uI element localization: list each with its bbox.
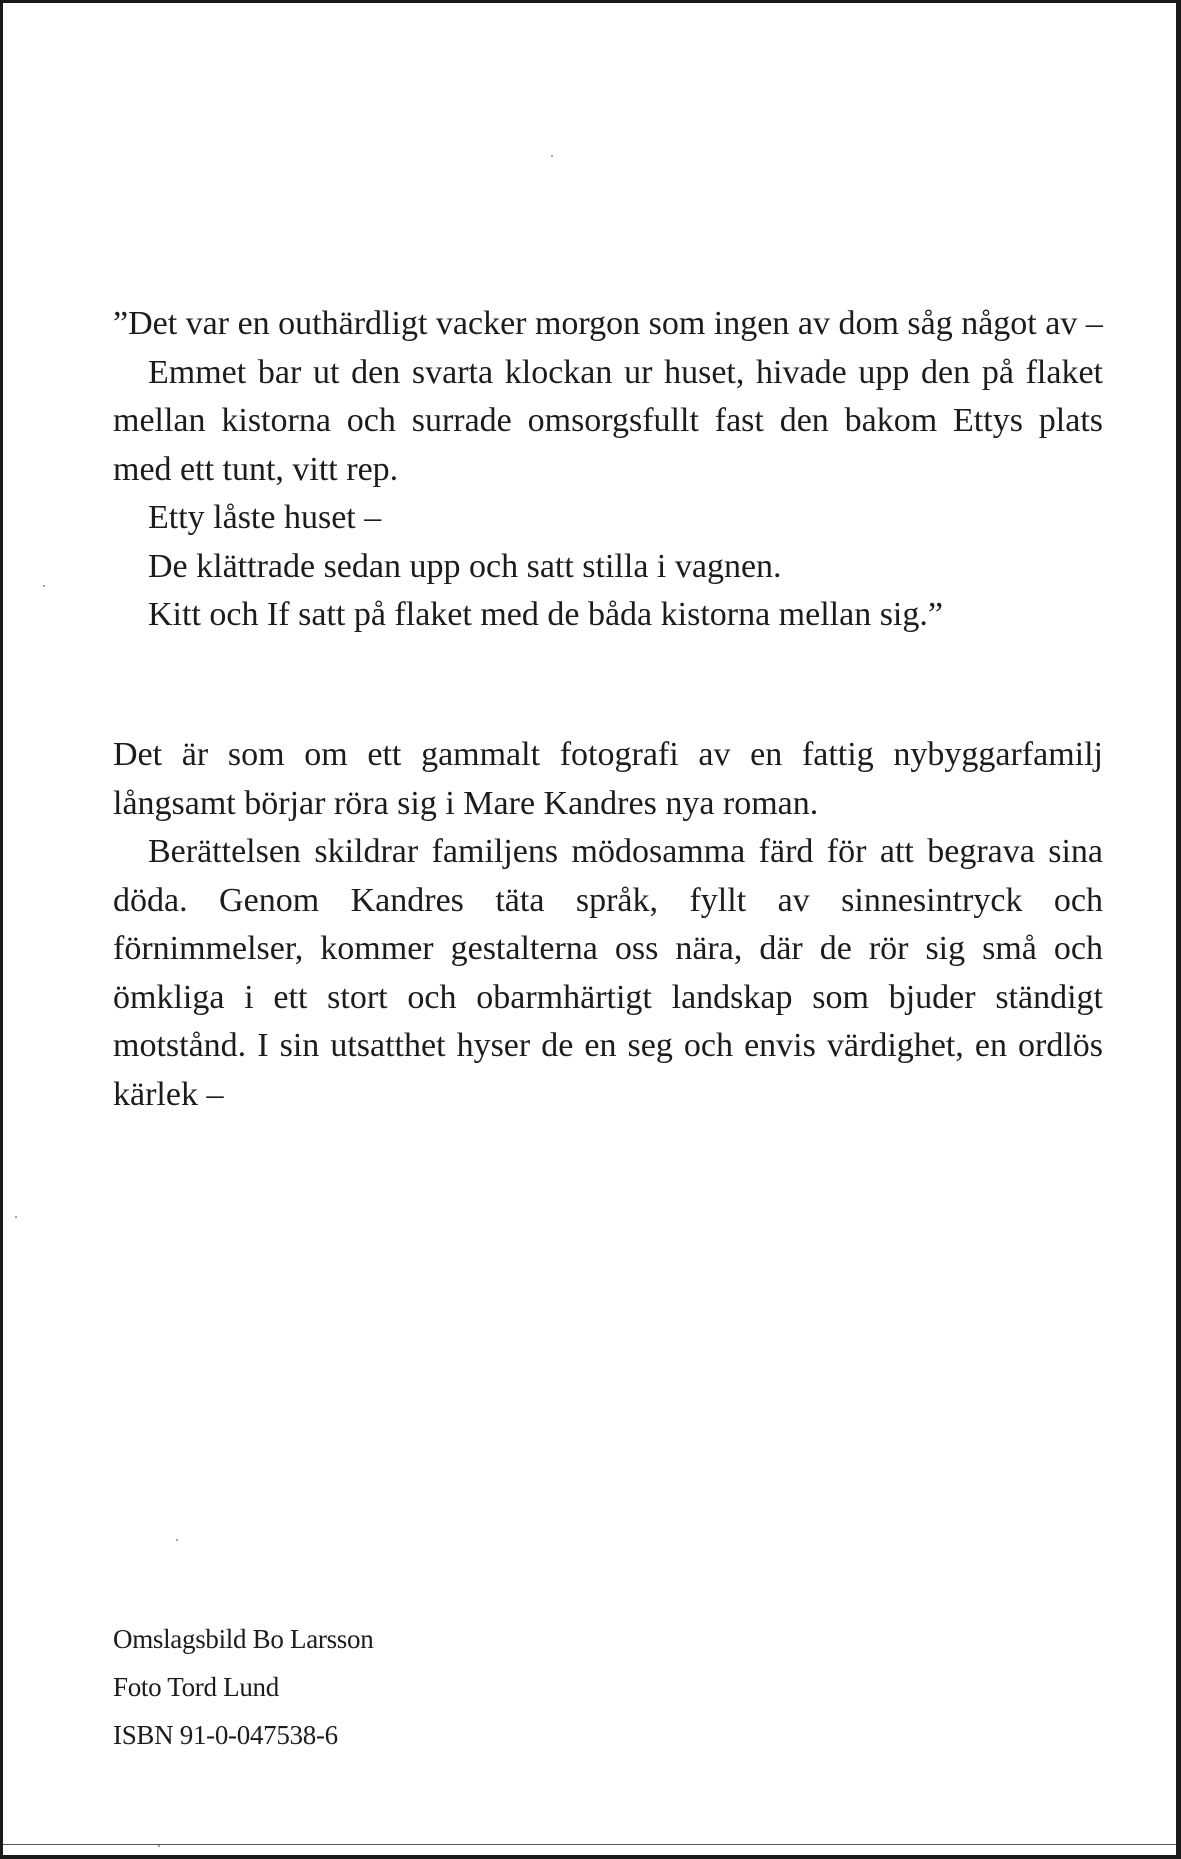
scan-speck bbox=[551, 155, 553, 157]
book-excerpt bbox=[113, 300, 1103, 640]
excerpt-paragraph: Emmet bar ut den svarta klockan ur huset, hivade upp den på flaket mellan kistorna och surrade omsorgsfullt fast den bakom Ettys plats med ett tunt, vitt rep. bbox=[113, 353, 1103, 488]
credits-block bbox=[113, 1615, 373, 1759]
blurb-paragraph: Det är som om ett gammalt fotografi av en fattig nybyggarfamilj långsamt börjar röra sig i Mare Kandres nya roman. bbox=[113, 736, 1103, 822]
book-blurb bbox=[113, 731, 1103, 1119]
blurb-paragraph: Berättelsen skildrar familjens mödosamma färd för att begrava sina döda. Genom Kandres täta språk, fyllt av sinnesintryck och förnimmelser, kommer gestalterna oss nära, där de rör sig små och ömkliga i ett stort och obarmhärtigt landskap som bjuder ständigt motstånd. I sin utsatthet hyser de en seg och envis värdighet, en ordlös kärlek – bbox=[113, 833, 1103, 1113]
scan-speck bbox=[158, 1845, 160, 1847]
scan-speck bbox=[176, 1539, 178, 1541]
excerpt-paragraph: Etty låste huset – bbox=[148, 499, 382, 536]
isbn-number: ISBN 91-0-047538-6 bbox=[113, 1720, 338, 1750]
scan-speck bbox=[43, 585, 45, 587]
bottom-rule bbox=[3, 1844, 1176, 1845]
scan-speck bbox=[15, 1216, 17, 1218]
cover-image-credit: Omslagsbild Bo Larsson bbox=[113, 1624, 374, 1654]
photo-credit: Foto Tord Lund bbox=[113, 1672, 279, 1702]
excerpt-paragraph: ”Det var en outhärdligt vacker morgon som ingen av dom såg något av – bbox=[113, 305, 1103, 342]
excerpt-paragraph: Kitt och If satt på flaket med de båda kistorna mellan sig.” bbox=[148, 596, 943, 633]
excerpt-paragraph: De klättrade sedan upp och satt stilla i vagnen. bbox=[148, 547, 782, 585]
